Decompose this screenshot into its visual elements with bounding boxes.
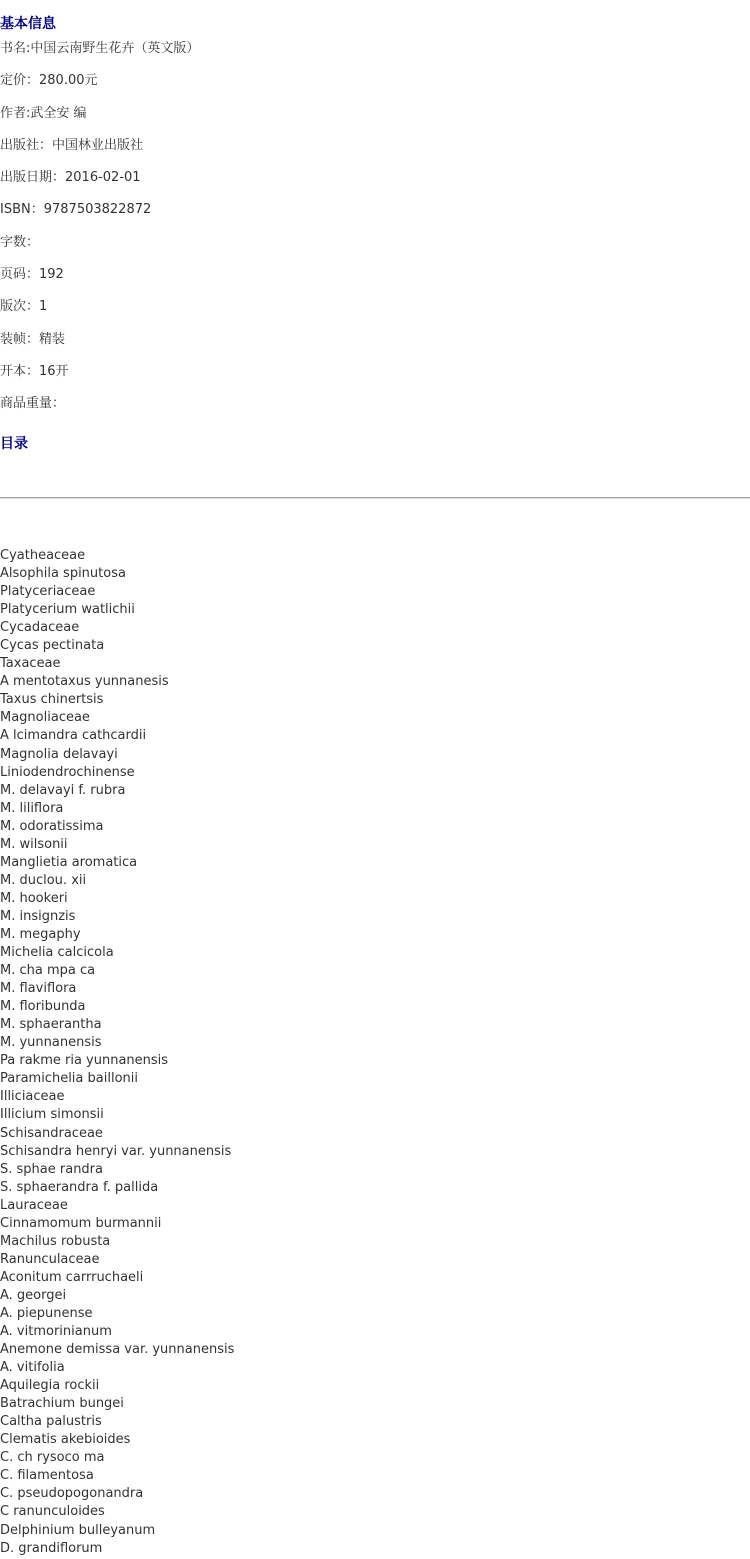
toc-item: Magnoliaceae xyxy=(0,710,90,726)
toc-item: Liniodendrochinense xyxy=(0,764,135,780)
toc-item: Manglietia aromatica xyxy=(0,854,138,870)
toc-item: S. sphae randra xyxy=(0,1161,103,1177)
toc-item: M. insignzis xyxy=(0,908,76,924)
info-row: 作者:武全安 编 xyxy=(0,105,87,121)
info-row: 出版社：中国林业出版社 xyxy=(0,137,144,153)
toc-item: Schisandra henryi var. yunnanensis xyxy=(0,1143,232,1159)
toc-item: M. megaphy xyxy=(0,926,81,942)
toc-item: Delphinium bulleyanum xyxy=(0,1522,156,1538)
toc-item: M. hookeri xyxy=(0,890,68,906)
toc-item: M. flaviflora xyxy=(0,981,77,997)
info-row: 版次：1 xyxy=(0,299,48,315)
toc-item: Clematis akebioides xyxy=(0,1432,131,1448)
toc-item: Machilus robusta xyxy=(0,1233,111,1249)
toc-item: Platyceriaceae xyxy=(0,584,96,600)
toc-item: A mentotaxus yunnanesis xyxy=(0,674,169,690)
toc-item: S. sphaerandra f. pallida xyxy=(0,1179,159,1195)
toc-item: Batrachium bungei xyxy=(0,1396,124,1412)
info-row: 商品重量： xyxy=(0,396,66,412)
toc-item: Paramichelia baillonii xyxy=(0,1071,138,1087)
toc-item: M. odoratissima xyxy=(0,818,104,834)
toc-item: Cycas pectinata xyxy=(0,638,105,654)
toc-item: C ranunculoides xyxy=(0,1504,105,1520)
toc-item: A. piepunense xyxy=(0,1305,93,1321)
toc-item: C. pseudopogonandra xyxy=(0,1486,144,1502)
toc-item: M. yunnanensis xyxy=(0,1035,102,1051)
toc-item: M. sphaerantha xyxy=(0,1017,102,1033)
toc-item: M. duclou. xii xyxy=(0,872,87,888)
toc-item: M. liliflora xyxy=(0,800,64,816)
info-row: 书名:中国云南野生花卉（英文版） xyxy=(0,41,200,56)
toc-item: Aquilegia rockii xyxy=(0,1378,100,1394)
info-row: 页码：192 xyxy=(0,267,64,283)
toc-item: M. floribunda xyxy=(0,999,86,1015)
toc-item: M. delavayi f. rubra xyxy=(0,782,126,798)
toc-item: A. vitifolia xyxy=(0,1360,65,1376)
toc-item: A lcimandra cathcardii xyxy=(0,728,147,744)
toc-item: Illiciaceae xyxy=(0,1089,65,1105)
section-divider xyxy=(0,497,750,499)
toc-item: Schisandraceae xyxy=(0,1125,103,1141)
info-row: 开本：16开 xyxy=(0,363,69,379)
toc-list xyxy=(0,548,234,1559)
toc-item: Cycadaceae xyxy=(0,620,80,636)
toc-item: C. ch rysoco ma xyxy=(0,1450,105,1466)
toc-item: Illicium simonsii xyxy=(0,1107,104,1123)
info-row: ISBN：9787503822872 xyxy=(0,202,152,218)
toc-item: Caltha palustris xyxy=(0,1414,102,1430)
toc-item: Cinnamomum burmannii xyxy=(0,1215,162,1231)
info-row: 出版日期：2016-02-01 xyxy=(0,170,141,186)
toc-item: Alsophila spinutosa xyxy=(0,566,126,582)
toc-item: D. grandiflorum xyxy=(0,1540,103,1556)
toc-item: Anemone demissa var. yunnanensis xyxy=(0,1342,235,1358)
toc-item: M. cha mpa ca xyxy=(0,963,96,979)
info-row: 装帧：精装 xyxy=(0,331,66,347)
toc-item: Taxus chinertsis xyxy=(0,692,104,708)
toc-item: Michelia calcicola xyxy=(0,945,114,961)
basic-info-list xyxy=(0,41,199,429)
info-row: 定价：280.00元 xyxy=(0,73,98,89)
toc-item: A. vitmorinianum xyxy=(0,1324,112,1340)
toc-item: Magnolia delavayi xyxy=(0,746,118,762)
basic-info-heading: 基本信息 xyxy=(0,16,56,32)
toc-item: Aconitum carrruchaeli xyxy=(0,1269,144,1285)
toc-item: Taxaceae xyxy=(0,656,61,672)
info-row: 字数： xyxy=(0,234,40,250)
toc-item: Lauraceae xyxy=(0,1197,68,1213)
toc-item: Ranunculaceae xyxy=(0,1251,100,1267)
toc-heading: 目录 xyxy=(0,436,28,452)
toc-item: Cyatheaceae xyxy=(0,548,86,563)
toc-item: A. georgei xyxy=(0,1287,67,1303)
toc-item: Pa rakme ria yunnanensis xyxy=(0,1053,169,1069)
toc-item: Platycerium watlichii xyxy=(0,602,135,618)
toc-item: M. wilsonii xyxy=(0,836,68,852)
toc-item: C. filamentosa xyxy=(0,1468,94,1484)
